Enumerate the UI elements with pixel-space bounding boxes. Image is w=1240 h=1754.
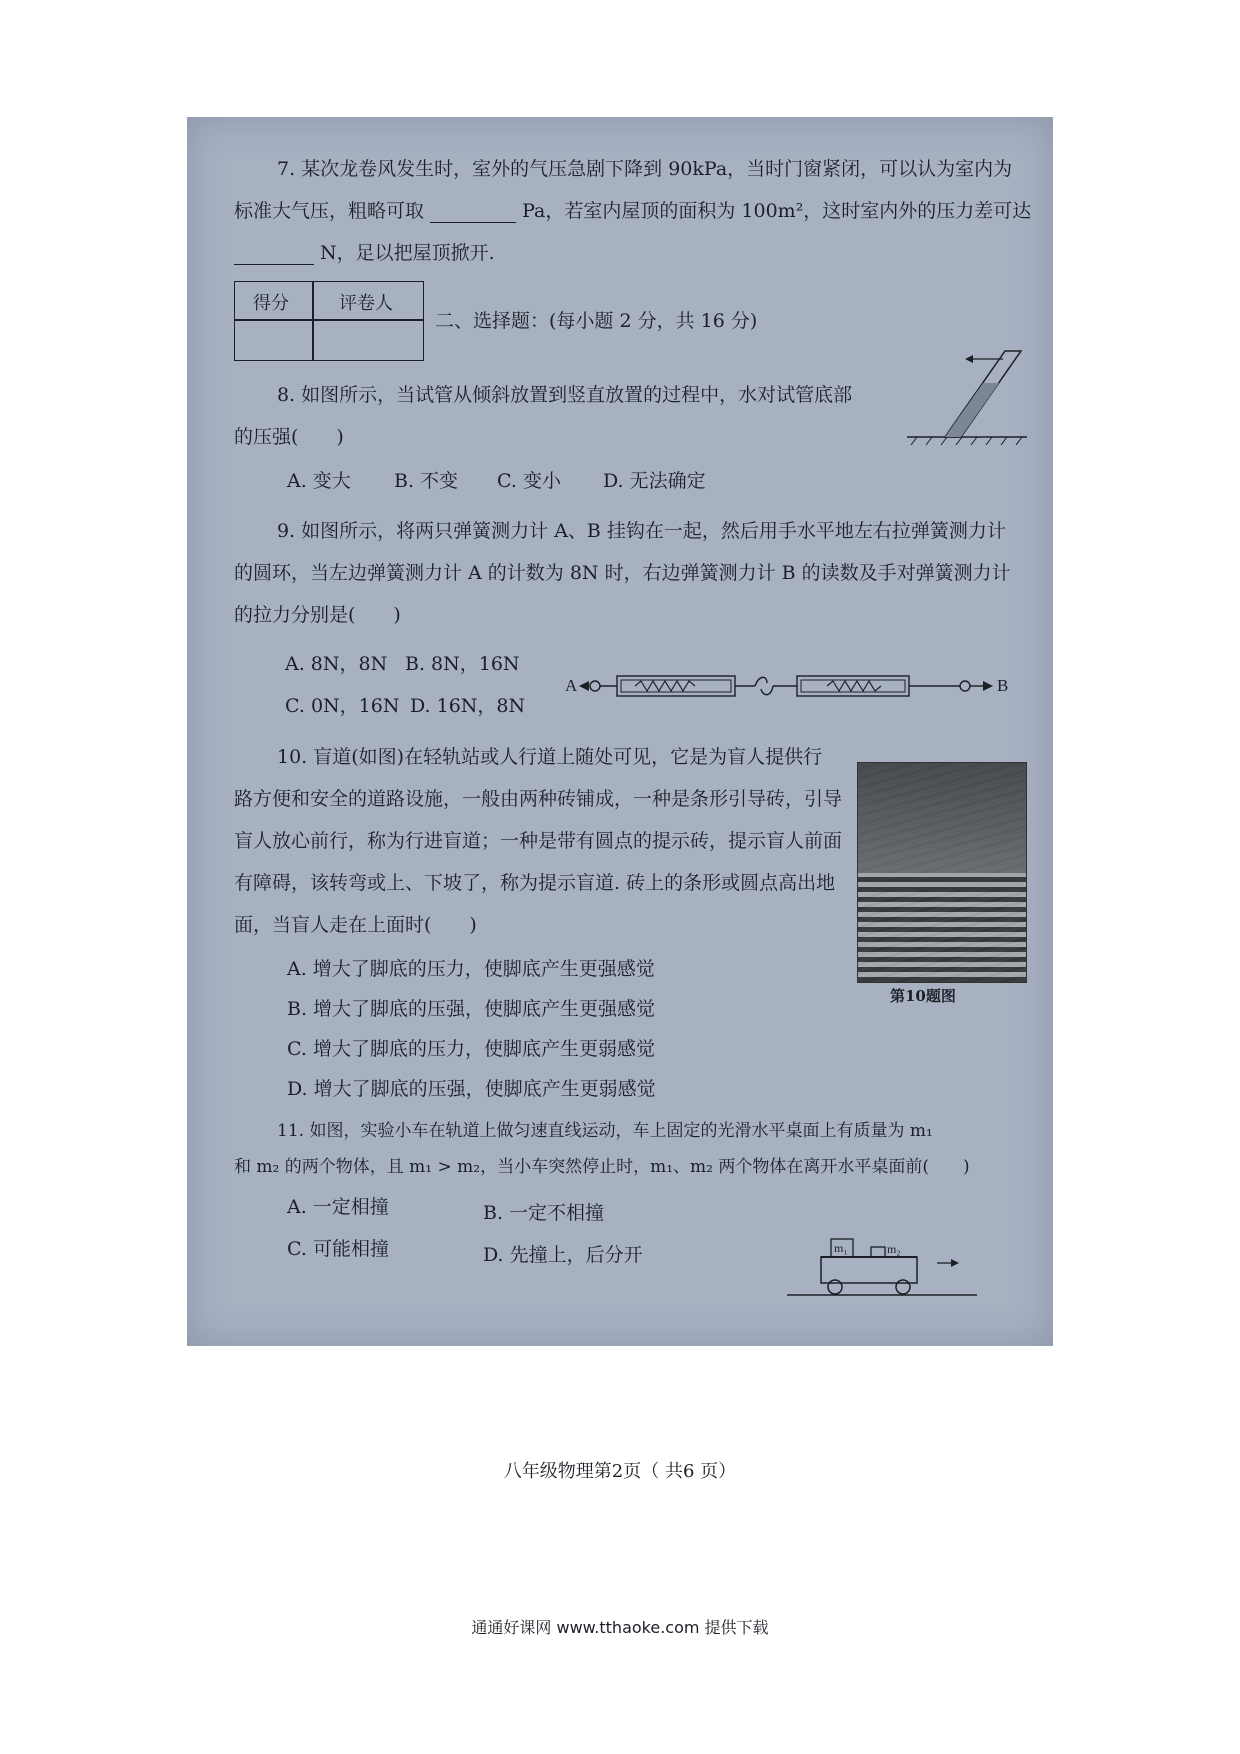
- q11-option-d[interactable]: D. 先撞上，后分开: [483, 1244, 643, 1266]
- q7-line2: [234, 199, 1031, 223]
- ring-a: [590, 681, 600, 691]
- ring-b: [960, 681, 970, 691]
- tube-water: [945, 383, 999, 437]
- cart-body: [821, 1257, 917, 1283]
- q11-option-b[interactable]: B. 一定不相撞: [483, 1202, 605, 1224]
- right-arrow-icon: [951, 1259, 959, 1267]
- q10-option-b[interactable]: B. 增大了脚底的压强，使脚底产生更强感觉: [287, 998, 656, 1020]
- q10-option-c[interactable]: C. 增大了脚底的压力，使脚底产生更弱感觉: [287, 1038, 655, 1060]
- photo-background: [858, 763, 1026, 890]
- q10-line2: 路方便和安全的道路设施，一般由两种砖铺成，一种是条形引导砖，引导: [234, 788, 843, 810]
- q10-line4: 有障碍，该转弯或上、下坡了，称为提示盲道. 砖上的条形或圆点高出地: [234, 872, 836, 894]
- page-footer: 八年级物理第2页（ 共6 页）: [503, 1461, 737, 1482]
- score-table-divider: [235, 319, 423, 321]
- section-title: 二、选择题：(每小题 2 分，共 16 分): [435, 310, 758, 332]
- q9-option-b[interactable]: B. 8N，16N: [405, 653, 520, 675]
- q11-line1: 11. 如图，实验小车在轨道上做匀速直线运动，车上固定的光滑水平桌面上有质量为 m₁: [277, 1121, 933, 1141]
- label-a: A: [565, 676, 578, 695]
- scale-a-body: [617, 676, 735, 696]
- q11-option-a[interactable]: A. 一定相撞: [287, 1196, 389, 1218]
- q7-line3: [234, 241, 495, 265]
- q9-line2: 的圆环，当左边弹簧测力计 A 的计数为 8N 时，右边弹簧测力计 B 的读数及手对弹簧测力计: [234, 562, 1011, 584]
- q8-option-c[interactable]: C. 变小: [497, 470, 561, 492]
- q10-line1: 10. 盲道(如图)在轻轨站或人行道上随处可见，它是为盲人提供行: [277, 746, 823, 768]
- score-table-divider: [312, 282, 314, 360]
- left-arrow-icon: [965, 355, 973, 363]
- m1-label: m₁: [834, 1241, 848, 1255]
- tactile-paving-photo: [857, 762, 1027, 983]
- spring-scales-figure: [565, 665, 1025, 705]
- photo-paving-rows: [858, 873, 1026, 983]
- test-tube-figure: [907, 347, 1037, 457]
- q10-option-a[interactable]: A. 增大了脚底的压力，使脚底产生更强感觉: [287, 958, 655, 980]
- exam-page-photo: [187, 117, 1053, 1482]
- wheel-left: [828, 1280, 842, 1294]
- left-arrow-icon: [579, 681, 589, 691]
- q9-option-c[interactable]: C. 0N，16N: [285, 695, 400, 717]
- q11-line2: 和 m₂ 的两个物体，且 m₁ > m₂，当小车突然停止时，m₁、m₂ 两个物体在离开水平桌面前( ): [234, 1157, 970, 1177]
- figure-caption: 第10题图: [890, 987, 956, 1005]
- q9-line1: 9. 如图所示，将两只弹簧测力计 A、B 挂钩在一起，然后用手水平地左右拉弹簧测力计: [277, 520, 1006, 542]
- grader-label: 评卷人: [339, 293, 393, 314]
- q7-line3-text: N，足以把屋顶掀开.: [320, 242, 495, 264]
- q10-line3: 盲人放心前行，称为行进盲道；一种是带有圆点的提示砖，提示盲人前面: [234, 830, 843, 852]
- q7-blank2[interactable]: [234, 246, 314, 265]
- score-label: 得分: [253, 293, 289, 314]
- right-arrow-icon: [983, 681, 993, 691]
- spring-b: [827, 681, 881, 691]
- q7-line2-part1: 标准大气压，粗略可取: [234, 200, 425, 222]
- q10-line5: 面，当盲人走在上面时( ): [234, 914, 477, 936]
- m2-label: m₂: [887, 1242, 901, 1256]
- ground-hatch: [911, 437, 1022, 445]
- q7-blank1[interactable]: [430, 204, 516, 223]
- mass-m2: [871, 1247, 885, 1257]
- q10-option-d[interactable]: D. 增大了脚底的压强，使脚底产生更弱感觉: [287, 1078, 656, 1100]
- q8-option-d[interactable]: D. 无法确定: [603, 470, 706, 492]
- download-credit: 通通好课网 www.tthaoke.com 提供下载: [471, 1618, 769, 1637]
- score-table: [234, 281, 424, 361]
- q9-option-a[interactable]: A. 8N，8N: [285, 653, 388, 675]
- scale-b-body: [797, 676, 909, 696]
- q7-line2-part2: Pa，若室内屋顶的面积为 100m²，这时室内外的压力差可达: [522, 200, 1032, 222]
- q8-option-a[interactable]: A. 变大: [287, 470, 351, 492]
- spring-a: [635, 681, 695, 691]
- q8-option-b[interactable]: B. 不变: [394, 470, 459, 492]
- cart-figure: [787, 1225, 977, 1301]
- q8-line2: 的压强( ): [234, 426, 344, 448]
- q11-option-c[interactable]: C. 可能相撞: [287, 1238, 389, 1260]
- q8-line1: 8. 如图所示，当试管从倾斜放置到竖直放置的过程中，水对试管底部: [277, 384, 853, 406]
- q9-line3: 的拉力分别是( ): [234, 604, 401, 626]
- q7-line1: 7. 某次龙卷风发生时，室外的气压急剧下降到 90kPa，当时门窗紧闭，可以认为室内为: [277, 158, 1013, 180]
- label-b: B: [997, 676, 1009, 695]
- linked-hooks: [755, 677, 773, 694]
- q9-option-d[interactable]: D. 16N，8N: [410, 695, 526, 717]
- wheel-right: [896, 1280, 910, 1294]
